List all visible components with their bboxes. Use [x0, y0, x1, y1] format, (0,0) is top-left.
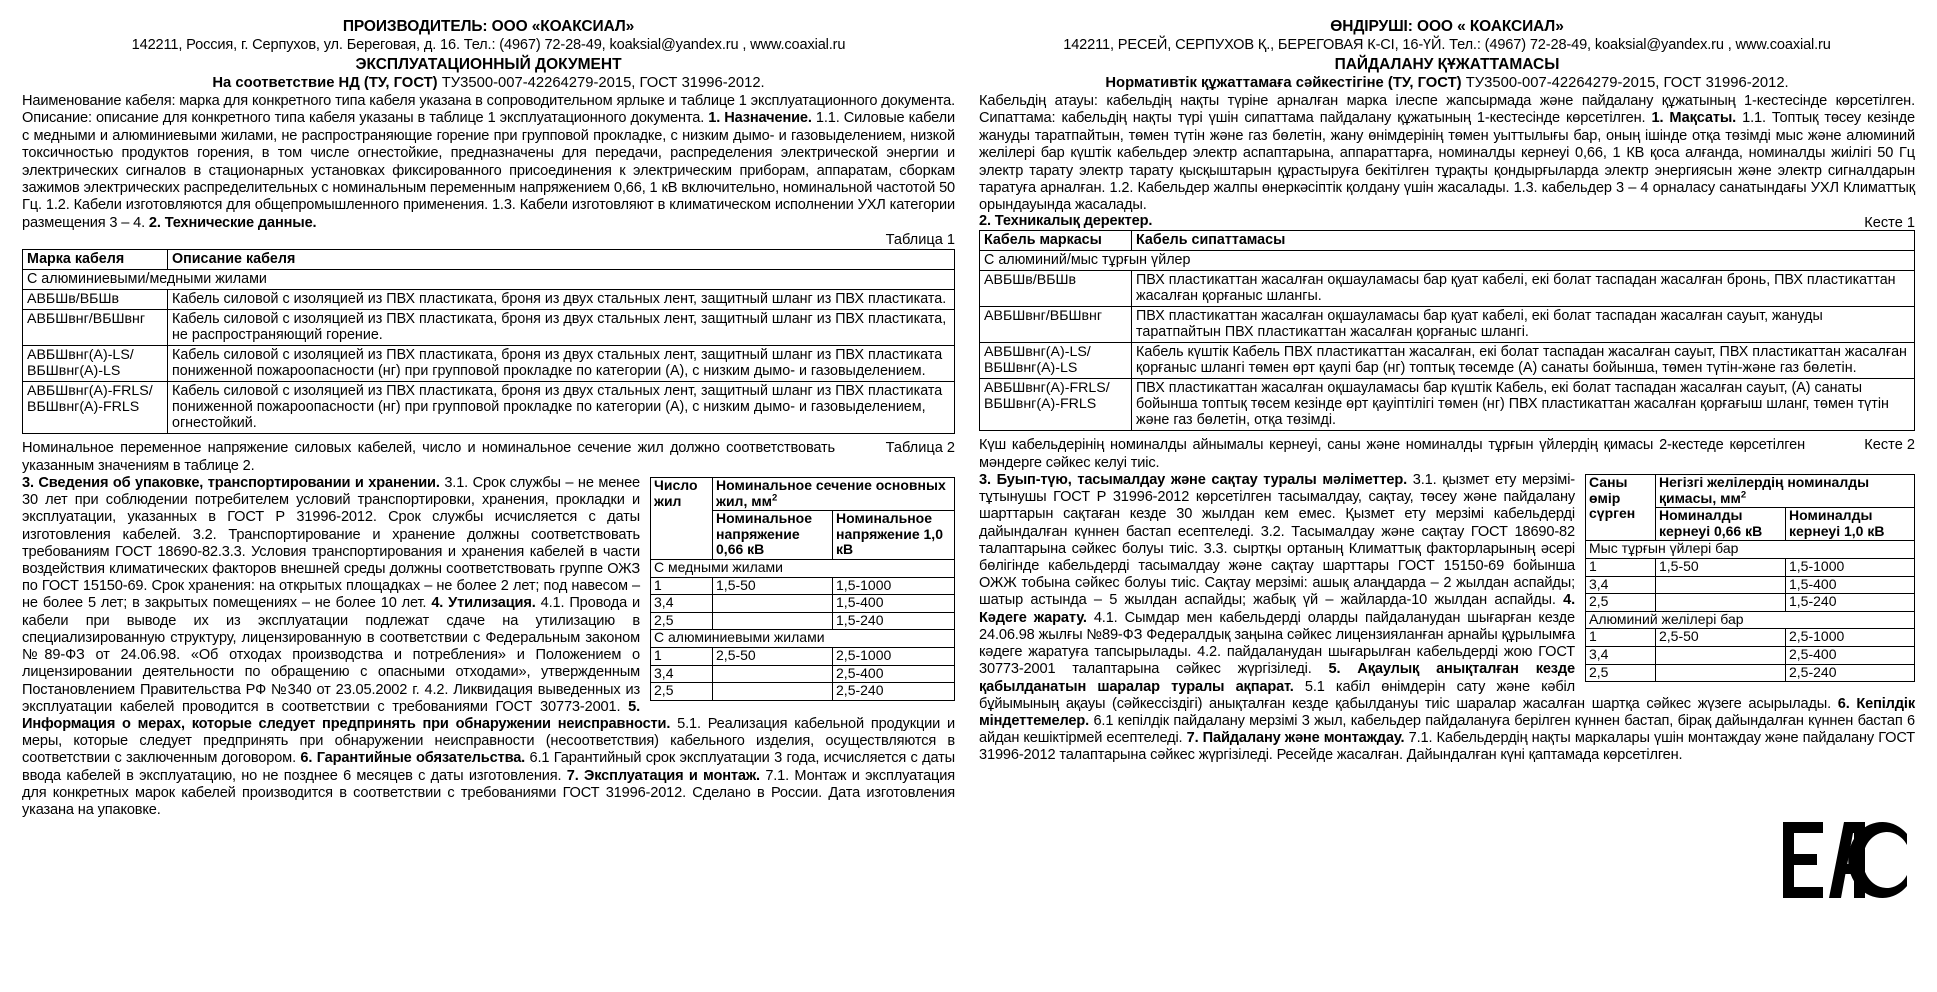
table1-kk — [979, 230, 1915, 431]
table2-cu-v10-2-kk: 1,5-240 — [1786, 594, 1915, 612]
table2-cu-cores-1-ru: 3,4 — [651, 595, 713, 613]
section4-body-kk: 4.1. Сымдар мен кабельдерді оларды пайдаланудан шығарған кезде 24.06.98 жылғы №89-ФЗ Федералдық заңына сәйкес лицензияланған арнайы құрылымға кәдеге жаратуға тапсырылады. 4.2. пайдаланудан шығарылған кабельдерді жою ГОСТ 30773-2001 талаптарына сәйкес жүргізіледі. — [979, 609, 1575, 678]
table2-intro-kk: Күш кабельдерінің номиналды айнымалы кернеуі, саны және номиналды тұрғын үйлердің қимасы 2-кестеде көрсетілген мәндерге сәйкес келуі тиіс. — [979, 437, 1805, 471]
table1-label-kk: Кесте 1 — [1864, 214, 1915, 231]
table-row — [651, 577, 955, 595]
section1-heading-kk: 1. Мақсаты. — [1651, 110, 1737, 127]
table1-mark-1-kk: АВБШвнг/ВБШвнг — [980, 307, 1132, 343]
table2-cu-v10-2-ru: 1,5-240 — [833, 612, 955, 630]
table-row — [1586, 576, 1915, 594]
table2-cu-v066-2-kk — [1656, 594, 1786, 612]
nd-compliance-value-kk: ТУ3500-007-42264279-2015, ГОСТ 31996-2012. — [1465, 75, 1789, 91]
table1-header-desc-kk: Кабель сипаттамасы — [1132, 231, 1915, 251]
table-row — [23, 290, 955, 310]
table2-cu-cores-1-kk: 3,4 — [1586, 576, 1656, 594]
manufacturer-title-ru: ПРОИЗВОДИТЕЛЬ: ООО «КОАКСИАЛ» — [342, 18, 635, 35]
section3-heading-ru: 3. Сведения об упаковке, транспортировании и хранении. — [22, 475, 440, 492]
table-row — [980, 271, 1915, 307]
table1-desc-0-kk: ПВХ пластикаттан жасалған оқшауламасы бар қуат кабелі, екі болат таспадан жасалған бронь, ПВХ пластикаттан жасалған қорғаныс шлангы. — [1132, 271, 1915, 307]
section4-heading-kk: 4. Кәдеге жарату. — [979, 592, 1575, 626]
table2-al-cores-0-kk: 1 — [1586, 629, 1656, 647]
table1-header-mark-ru: Марка кабеля — [23, 250, 168, 270]
table1-group-label-ru: С алюминиевыми/медными жилами — [23, 270, 955, 290]
table2-subheader-066-ru: Номинальное напряжение 0,66 кВ — [713, 511, 833, 560]
intro-paragraph-kk — [979, 93, 1915, 215]
table2-al-v10-2-kk: 2,5-240 — [1786, 664, 1915, 682]
section1-heading-ru: 1. Назначение. — [708, 110, 812, 127]
section3-body-ru: 3.1. Срок службы – не менее 30 лет при соблюдении потребителем условий транспортировки, хранения, прокладки и эксплуатации, указанных в ГОСТ Р 31996-2012. Срок службы исчисляется с даты изготовления кабелей. 3.2. Транспортирование и хранение должны соответствовать требованиям ГОСТ 18690-82.3.3. Условия транспортирования и хранения кабелей в части воздействия климатических факторов внешней среды должны соответствовать группе ОЖЗ по ГОСТ 15150-69. Срок хранения: на открытых площадках – не более 2 лет; под навесом – не более 5 лет; в закрытых помещениях – не более 10 лет. — [22, 475, 641, 612]
table2-cu-v066-0-ru: 1,5-50 — [713, 577, 833, 595]
manufacturer-title-kk: ӨНДІРУШІ: ООО « КОАКСИАЛ» — [1330, 18, 1564, 35]
table1-header-mark-kk: Кабель маркасы — [980, 231, 1132, 251]
table1-desc-2-ru: Кабель силовой с изоляцией из ПВХ пластиката, броня из двух стальных лент, защитный шланг из ПВХ пластиката пониженной пожароопасности (нг) при групповой прокладке по категории (А), с низким дымо- и газовыделением. — [168, 346, 955, 382]
section6-body-ru: 6.1 Гарантийный срок эксплуатации 3 года, исчисляется с даты ввода кабелей в эксплуатацию, но не позднее 6 месяцев с даты изготовления. — [22, 750, 956, 784]
table2-intro-ru: Номинальное переменное напряжение силовых кабелей, число и номинальное сечение жил должно соответствовать указанным значениям в таблице 2. — [22, 440, 836, 474]
table2-subheader-066-kk: Номиналды кернеуі 0,66 кВ — [1656, 508, 1786, 541]
table2-label-kk: Кесте 2 — [1864, 437, 1915, 454]
table1-desc-3-kk: ПВХ пластикаттан жасалған оқшауламасы бар күштік Кабель, екі болат таспадан жасалған сауыт, (А) санаты бойынша топтық төсем кезінде өрт қауіптілігі төмен (нг) ПВХ пластикаттан жасалған қорғағыш шланг, төмен түтін және газ бөлетін, отқа төзімді. — [1132, 379, 1915, 431]
document-title-kk: ПАЙДАЛАНУ ҚҰЖАТТАМАСЫ — [1334, 56, 1560, 73]
table2-al-v10-2-ru: 2,5-240 — [833, 683, 955, 701]
table2-kk — [1585, 474, 1915, 682]
table1-label-ru: Таблица 1 — [885, 232, 956, 249]
table2-al-v066-1-kk — [1656, 647, 1786, 665]
nd-compliance-value-ru: ТУ3500-007-42264279-2015, ГОСТ 31996-2012. — [441, 75, 765, 91]
nd-compliance-ru — [22, 74, 955, 93]
table-header-row — [980, 231, 1915, 251]
section4-heading-ru: 4. Утилизация. — [431, 595, 536, 612]
table2-header-section-text-kk: Негізгі желілердің номиналды қимасы, мм — [1659, 474, 1870, 506]
table-header-row — [23, 250, 955, 270]
nd-compliance-label-ru: На соответствие НД (ТУ, ГОСТ) — [212, 75, 438, 91]
table2-header-cores-kk: Саны өмір сүрген — [1586, 475, 1656, 541]
section6-heading-kk: 6. Кепілдік міндеттемелер. — [979, 695, 1915, 729]
section3-body-kk: 3.1. қызмет ету мерзімі-тұтынушы ГОСТ Р 31996-2012 көрсетілген тасымалдау, сақтау, төсеу және пайдалану шарттарын сақтаған кезде 30 жылдан кем емес. Қызмет ету мерзімі кабельдерді дайындалған күннен бастап есептеледі. 3.2. Тасымалдау және сақтау ГОСТ 18690-82 талаптарына сәйкес болуы тиіс. 3.3. сыртқы ортаның Климаттық факторларының әсері бөлігінде кабельдерді тасымалдау және сақтау шарттары ГОСТ 15150-69 бойынша ОЖЖ тобына сәйкес болуы тиіс. Сақтау мерзімі: ашық алаңдарда – 2 жылдан аспайды; шатыр астында – 5 жылдан аспайды; жабық үй – жайларда-10 жылдан аспайды. — [979, 472, 1575, 609]
table2-wrapper-kk — [1585, 474, 1915, 682]
table-header-row — [1586, 475, 1915, 508]
section1-body-ru: 1.1. Силовые кабели с медными и алюминиевыми жилами, не распространяющие горение при групповой прокладке, с низким дымо- и газовыделением, низкой токсичностью продуктов горения, в том числе огнестойкие, предназначены для передачи, распределения электрической энергии и электрических сигналов в стационарных установках фиксированного присоединения к электрическим приборам, аппаратам, сборкам зажимов электрических распределительных с номинальным переменным напряжением 0,66, 1 кВ включительно, номинальной частотой 50 Гц. 1.2. Кабели изготовляются для общепромышленного применения. 1.3. Кабели изготовляют в климатическом исполнении УХЛ категории размещения 3 – 4. — [22, 110, 956, 231]
table2-group-copper-ru: С медными жилами — [651, 560, 955, 578]
table-row — [23, 346, 955, 382]
section5-heading-ru: 5. Информация о мерах, которые следует предпринять при обнаружении неисправности. — [22, 698, 671, 732]
table2-cu-v066-0-kk: 1,5-50 — [1656, 559, 1786, 577]
table1-desc-3-ru: Кабель силовой с изоляцией из ПВХ пластиката, броня из двух стальных лент, защитный шланг из ПВХ пластиката пониженной пожароопасности (нг) при групповой прокладке по категории (А), с низким дымо- и газовыделением, огнестойкий. — [168, 382, 955, 434]
section6-heading-ru: 6. Гарантийные обязательства. — [300, 750, 526, 767]
table2-al-v066-0-ru: 2,5-50 — [713, 648, 833, 666]
table-group-row — [1586, 541, 1915, 559]
section1-body-kk: 1.1. Топтық төсеу кезінде жануды таратпайтын, төмен түтін және газ бөлетін, жану өнімдерінің төмен уыттылығы бар, оның ішінде отқа төзімді мыс және алюминий желілері бар күштік кабельдер электр аспаптарына, аппараттарға, номиналды кернеуі 0,66, 1 КВ қоса алғанда, номиналды жиілігі 50 Гц электр тарату электр тарату қысқыштарын құрастыруға бекітілген тұрақты қондырғыларда электр энергиясын және электр сигналдарын таратуға арналған. 1.2. Кабельдер жалпы өнеркәсіптік қолдану үшін жасалады. 1.3. кабельдер 3 – 4 орналасу санатындағы УХЛ Климаттық орындауында жасалады. — [979, 110, 1915, 214]
table2-cu-v066-1-ru — [713, 595, 833, 613]
table1-mark-2-kk: АВБШвнг(А)-LS/ ВБШвнг(А)-LS — [980, 343, 1132, 379]
table2-cu-v10-1-kk: 1,5-400 — [1786, 576, 1915, 594]
section3-heading-kk: 3. Буып-түю, тасымалдау және сақтау туралы мәліметтер. — [979, 472, 1408, 489]
manufacturer-address-ru: 142211, Россия, г. Серпухов, ул. Береговая, д. 16. Тел.: (4967) 72-28-49, koaksial@yandex.ru , www.coaxial.ru — [131, 37, 846, 53]
eac-conformity-mark — [1781, 814, 1909, 906]
table2-al-v10-1-kk: 2,5-400 — [1786, 647, 1915, 665]
table-header-row — [651, 478, 955, 511]
table-row — [651, 648, 955, 666]
table2-subheader-10-kk: Номиналды кернеуі 1,0 кВ — [1786, 508, 1915, 541]
table2-group-copper-kk: Мыс тұрғын үйлері бар — [1586, 541, 1915, 559]
section7-heading-ru: 7. Эксплуатация и монтаж. — [566, 767, 760, 784]
table2-al-v10-0-kk: 2,5-1000 — [1786, 629, 1915, 647]
table1-mark-0-ru: АВБШв/ВБШв — [23, 290, 168, 310]
table1-mark-1-ru: АВБШвнг/ВБШвнг — [23, 310, 168, 346]
table2-label-ru: Таблица 2 — [885, 440, 956, 457]
table2-al-cores-1-ru: 3,4 — [651, 665, 713, 683]
nd-compliance-kk — [979, 74, 1915, 93]
table1-desc-1-ru: Кабель силовой с изоляцией из ПВХ пластиката, броня из двух стальных лент, защитный шланг из ПВХ пластиката, не распространяющий горение. — [168, 310, 955, 346]
table1-mark-0-kk: АВБШв/ВБШв — [980, 271, 1132, 307]
left-column-russian — [22, 18, 955, 984]
section4-body-ru: 4.1. Провода и кабели при выводе их из эксплуатации подлежат сдаче на утилизацию в специализированную структуру, лицензированную в соответствии с Федеральным законом №89-ФЗ от 24.06.98. «Об отходах производства и потребления» и Положением о лицензировании деятельности по обращению с опасными отходами», утвержденным Постановлением Правительства РФ №340 от 23.05.2002 г. 4.2. Ликвидация выведенных из эксплуатации кабелей проводится в соответствии с требованиями ГОСТ 30773-2001. — [22, 595, 641, 715]
section5-heading-kk: 5. Ақаулық анықталған кезде қабылданатын шаралар туралы ақпарат. — [979, 661, 1575, 695]
table-row — [1586, 559, 1915, 577]
table1-header-desc-ru: Описание кабеля — [168, 250, 955, 270]
table-row — [1586, 664, 1915, 682]
section2-heading-ru: 2. Технические данные. — [148, 214, 317, 231]
table1-group-label-kk: С алюминий/мыс тұрғын үйлер — [980, 251, 1915, 271]
section5-body-kk: 5.1 кабіл өнімдерін сату және кәбіл бұйымының ақауы (сәйкессіздігі) анықталған кезде қабылдануы тиіс шаралар жасалған шартқа сәйкес жүзеге асырылады. — [979, 678, 1832, 712]
table-row — [651, 683, 955, 701]
table2-header-section-text-ru: Номинальное сечение основных жил, мм — [716, 477, 946, 509]
table2-al-v10-0-ru: 2,5-1000 — [833, 648, 955, 666]
table2-group-alu-kk: Алюминий желілері бар — [1586, 611, 1915, 629]
table-row — [23, 382, 955, 434]
table2-al-v066-1-ru — [713, 665, 833, 683]
table2-al-cores-2-ru: 2,5 — [651, 683, 713, 701]
section7-body-kk: 7.1. Кабельдердің нақты маркалары үшін монтаждау және пайдалану ГОСТ 31996-2012 талаптарына сәйкес жүргізіледі. Ресейде жасалған. Дайындалған күні қаптамада көрсетілген. — [979, 730, 1916, 764]
table2-cu-v10-0-ru: 1,5-1000 — [833, 577, 955, 595]
table2-group-alu-ru: С алюминиевыми жилами — [651, 630, 955, 648]
table1-desc-0-ru: Кабель силовой с изоляцией из ПВХ пластиката, броня из двух стальных лент, защитный шланг из ПВХ пластиката. — [168, 290, 955, 310]
table2-header-cores-ru: Число жил — [651, 478, 713, 560]
table2-header-unit-sup-ru: 2 — [771, 492, 778, 503]
table-row — [1586, 594, 1915, 612]
table-row — [1586, 647, 1915, 665]
intro-text-ru: Наименование кабеля: марка для конкретного типа кабеля указана в сопроводительном ярлыке и таблице 1 эксплуатационного документа. Описание: описание для конкретного типа кабеля указаны в таблице 1 эксплуатационного документа. — [22, 93, 956, 127]
table2-header-unit-sup-kk: 2 — [1740, 489, 1747, 500]
intro-text-kk: Кабельдің атауы: кабельдің нақты түріне арналған марка ілеспе жапсырмада және пайдалану құжатының 1-кестесінде көрсетілген. Сипаттама: кабельдің нақты түрі үшін сипаттама пайдалану құжатының 1-кестесінде көрсетілген. — [979, 93, 1915, 127]
table2-cu-cores-2-ru: 2,5 — [651, 612, 713, 630]
table2-header-section-kk — [1656, 475, 1915, 508]
table2-wrapper-ru — [650, 477, 955, 701]
section6-body-kk: 6.1 кепілдік пайдалану мерзімі 3 жыл, кабельдер пайдалануға берілген күннен бастап, бірақ дайындалған күннен бастап 6 айдан кешіктірмей есептеледі. — [979, 712, 1916, 747]
table2-cu-v066-1-kk — [1656, 576, 1786, 594]
table1-desc-2-kk: Кабель күштік Кабель ПВХ пластикаттан жасалған, екі болат таспадан жасалған сауыт, ПВХ пластикаттан жасалған қорғаныс шлангі төмен өрт қаупі бар (нг) топтық төсемде (А) санаты бойынша, төмен түтін-және газ бөлетін. — [1132, 343, 1915, 379]
table-group-row — [1586, 611, 1915, 629]
section7-body-ru: 7.1. Монтаж и эксплуатация для конкретных марок кабелей производится в соответствии с требованиями ГОСТ 31996-2012. Сделано в России. Дата изготовления указана на упаковке. — [22, 767, 956, 818]
table2-al-v066-2-ru — [713, 683, 833, 701]
section5-body-ru: 5.1. Реализация кабельной продукции и меры, которые следует предпринять при обнаружении неисправности (несоответствия) кабельного изделия, осуществляются в соответствии с заключенным договором. — [22, 715, 956, 767]
nd-compliance-label-kk: Нормативтік құжаттамаға сәйкестігіне (ТУ, ГОСТ) — [1105, 75, 1462, 91]
section2-heading-kk: 2. Техникалық деректер. — [979, 212, 1153, 229]
manufacturer-address-kk: 142211, РЕСЕЙ, СЕРПУХОВ Қ., БЕРЕГОВАЯ К-СІ, 16-ҮЙ. Тел.: (4967) 72-28-49, koaksial@yandex.ru , www.coaxial.ru — [1063, 37, 1831, 53]
table2-al-cores-0-ru: 1 — [651, 648, 713, 666]
table1-mark-2-ru: АВБШвнг(А)-LS/ ВБШвнг(А)-LS — [23, 346, 168, 382]
table-group-row — [651, 560, 955, 578]
table2-cu-cores-0-kk: 1 — [1586, 559, 1656, 577]
document-title-ru: ЭКСПЛУАТАЦИОННЫЙ ДОКУМЕНТ — [355, 56, 622, 73]
table-group-row — [23, 270, 955, 290]
table-group-row — [980, 251, 1915, 271]
table2-cu-v10-0-kk: 1,5-1000 — [1786, 559, 1915, 577]
table1-desc-1-kk: ПВХ пластикаттан жасалған оқшауламасы бар қуат кабелі, екі болат таспадан жасалған сауыт, жануды таратпайтын ПВХ пластикаттан жасалған қорғаныс шлангі. — [1132, 307, 1915, 343]
table2-al-cores-2-kk: 2,5 — [1586, 664, 1656, 682]
table1-ru — [22, 249, 955, 434]
table-row — [980, 307, 1915, 343]
table2-header-section-ru — [713, 478, 955, 511]
table2-al-cores-1-kk: 3,4 — [1586, 647, 1656, 665]
table1-mark-3-kk: АВБШвнг(А)-FRLS/ ВБШвнг(А)-FRLS — [980, 379, 1132, 431]
table2-al-v066-2-kk — [1656, 664, 1786, 682]
table-row — [651, 612, 955, 630]
table2-al-v066-0-kk: 2,5-50 — [1656, 629, 1786, 647]
table-row — [23, 310, 955, 346]
intro-paragraph-ru — [22, 93, 955, 232]
table-row — [651, 665, 955, 683]
table2-cu-v10-1-ru: 1,5-400 — [833, 595, 955, 613]
table-row — [651, 595, 955, 613]
table2-cu-cores-2-kk: 2,5 — [1586, 594, 1656, 612]
section7-heading-kk: 7. Пайдалану және монтаждау. — [1186, 730, 1405, 747]
right-column-kazakh — [979, 18, 1915, 984]
table2-cu-v066-2-ru — [713, 612, 833, 630]
table2-subheader-10-ru: Номинальное напряжение 1,0 кВ — [833, 511, 955, 560]
table2-ru — [650, 477, 955, 701]
table-row — [1586, 629, 1915, 647]
table2-cu-cores-0-ru: 1 — [651, 577, 713, 595]
section2-heading-wrapper-kk — [979, 213, 1915, 230]
table2-al-v10-1-ru: 2,5-400 — [833, 665, 955, 683]
table1-mark-3-ru: АВБШвнг(А)-FRLS/ ВБШвнг(А)-FRLS — [23, 382, 168, 434]
table-row — [980, 379, 1915, 431]
table-group-row — [651, 630, 955, 648]
table-row — [980, 343, 1915, 379]
